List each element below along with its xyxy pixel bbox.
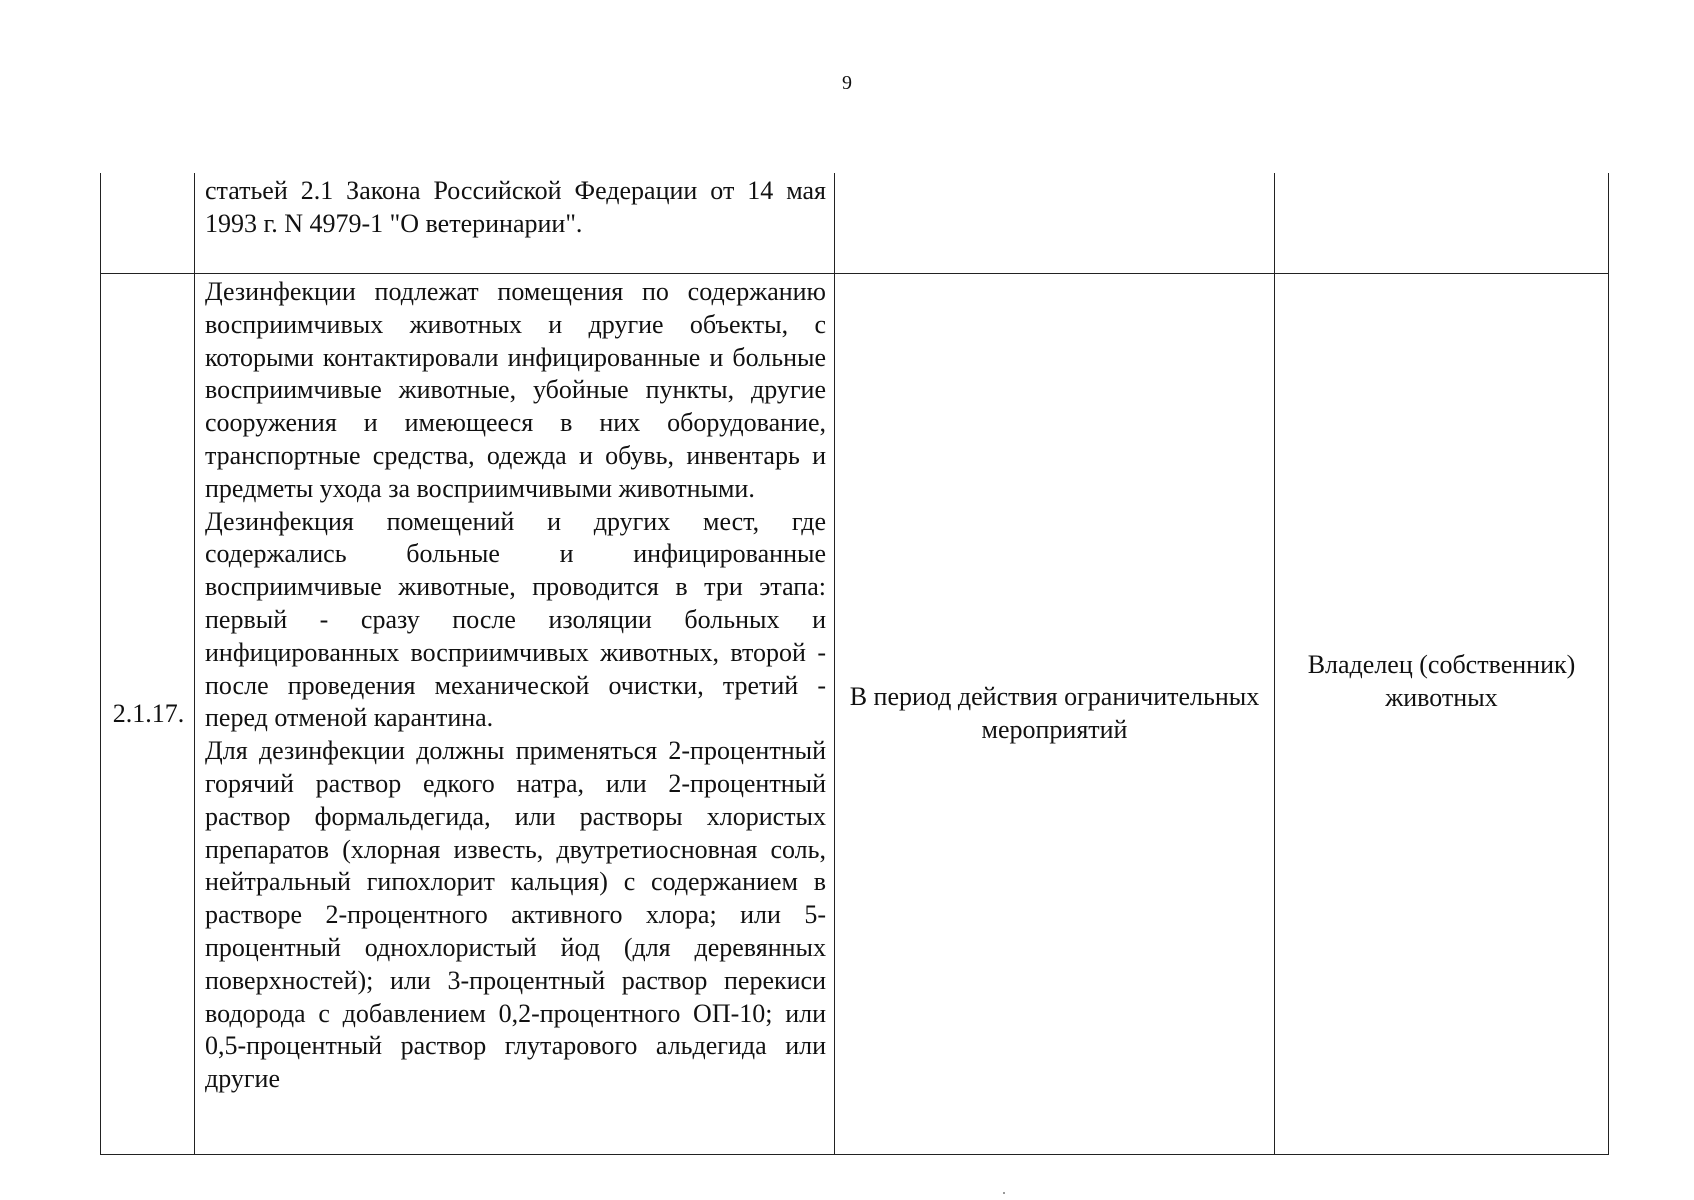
row-number: 2.1.17.	[112, 698, 185, 728]
term-cell	[835, 173, 1275, 274]
measure-paragraph-stages: Дезинфекция помещений и других мест, где содержались больные и инфицированные восприимчивые животные, проводится в три этапа: первый - сразу после изоляции больных и инфицированных восприимчивых животных, второй - после проведения механической очистки, третий - перед отменой карантина.	[205, 506, 826, 733]
measure-paragraph-agents: Для дезинфекции должны применяться 2-процентный горячий раствор едкого натра, или 2-процентный раствор формальдегида, или растворы хлористых препаратов (хлорная известь, двутретиосновная соль, нейтральный гипохлорит кальция) с содержанием в растворе 2-процентного активного хлора; или 5-процентный однохлористый йод (для деревянных поверхностей); или 3-процентный раствор перекиси водорода с добавлением 0,2-процентного ОП-10; или 0,5-процентный раствор глутарового альдегида или другие	[205, 736, 826, 1094]
measure-text: статьей 2.1 Закона Российской Федерации от 14 мая 1993 г. N 4979-1 "О ветеринарии".	[205, 176, 826, 238]
term-text: В период действия ограничительных мероприятий	[849, 682, 1260, 744]
measure-text-cell	[195, 173, 835, 274]
row-number-cell	[101, 274, 195, 1155]
table-row-2-1-17	[101, 274, 1609, 1155]
measure-text	[195, 274, 834, 1096]
measures-table	[100, 173, 1609, 1155]
table-row-continued	[101, 173, 1609, 274]
page-number: 9	[842, 72, 852, 94]
responsible-text: Владелец (собственник) животных	[1307, 650, 1576, 712]
responsible-cell	[1275, 173, 1609, 274]
scan-speck	[1003, 1192, 1005, 1194]
row-number-cell	[101, 173, 195, 274]
responsible-cell	[1275, 274, 1609, 1155]
term-cell	[835, 274, 1275, 1155]
measure-paragraph-objects: Дезинфекции подлежат помещения по содержанию восприимчивых животных и другие объекты, с которыми контактировали инфицированные и больные восприимчивые животные, убойные пункты, другие сооружения и имеющееся в них оборудование, транспортные средства, одежда и обувь, инвентарь и предметы ухода за восприимчивыми животными.	[205, 277, 826, 503]
measure-text-cell	[195, 274, 835, 1155]
